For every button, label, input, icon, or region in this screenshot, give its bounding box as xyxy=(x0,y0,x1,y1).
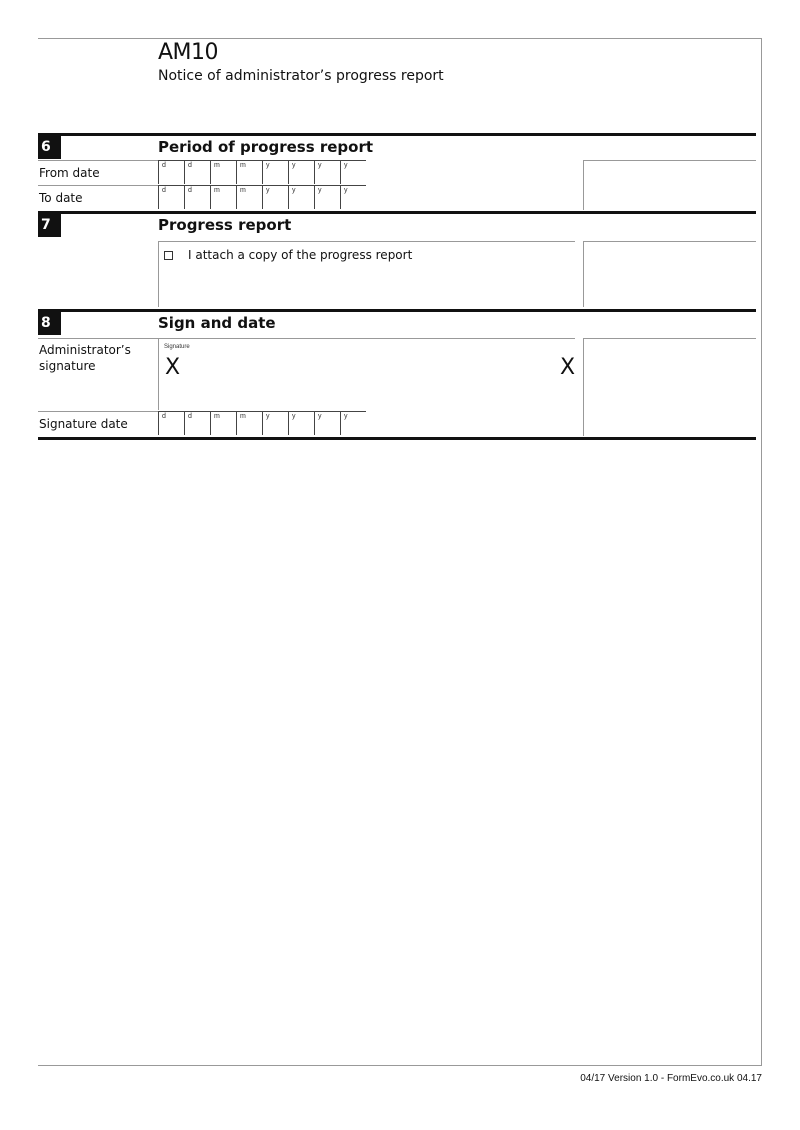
section-title: Sign and date xyxy=(158,314,276,332)
date-digit-field[interactable]: m xyxy=(210,160,236,184)
date-digit-field[interactable]: y xyxy=(340,411,366,435)
guidance-box xyxy=(583,241,756,307)
date-digit-field[interactable]: m xyxy=(210,185,236,209)
section-title: Period of progress report xyxy=(158,138,374,156)
date-digit-field[interactable]: y xyxy=(314,185,340,209)
date-digit-field[interactable]: y xyxy=(314,411,340,435)
date-digit-field[interactable]: d xyxy=(184,160,210,184)
date-digit-field[interactable]: d xyxy=(158,185,184,209)
page-right-border xyxy=(761,38,762,1066)
attach-progress-report-checkbox[interactable] xyxy=(164,251,173,260)
date-digit-field[interactable]: y xyxy=(262,185,288,209)
signature-start-mark: X xyxy=(165,355,181,380)
date-digit-field[interactable]: y xyxy=(288,411,314,435)
date-digit-field[interactable]: d xyxy=(158,411,184,435)
page-top-border xyxy=(38,38,762,39)
section-number: 7 xyxy=(38,214,61,237)
section-title: Progress report xyxy=(158,216,292,234)
section-divider xyxy=(38,211,756,214)
date-digit-field[interactable]: y xyxy=(314,160,340,184)
section-end-divider xyxy=(38,437,756,440)
date-digit-field[interactable]: y xyxy=(340,160,366,184)
date-digit-field[interactable]: d xyxy=(158,160,184,184)
date-digit-field[interactable]: y xyxy=(262,411,288,435)
row-rule xyxy=(38,411,158,412)
date-digit-field[interactable]: m xyxy=(210,411,236,435)
guidance-box xyxy=(583,338,756,436)
date-digit-field[interactable]: y xyxy=(262,160,288,184)
to-date-label: To date xyxy=(39,191,83,205)
date-digit-field[interactable]: m xyxy=(236,411,262,435)
footer-version: 04/17 Version 1.0 - FormEvo.co.uk 04.17 xyxy=(580,1073,762,1084)
guidance-box xyxy=(583,160,756,210)
date-digit-field[interactable]: d xyxy=(184,411,210,435)
row-rule xyxy=(38,185,158,186)
section-divider xyxy=(38,133,756,136)
row-rule xyxy=(38,338,158,339)
form-code: AM10 xyxy=(158,40,219,65)
date-digit-field[interactable]: m xyxy=(236,185,262,209)
signature-end-mark: X xyxy=(560,355,576,380)
attach-progress-report-label: I attach a copy of the progress report xyxy=(188,248,413,262)
row-rule xyxy=(38,160,158,161)
section-number: 8 xyxy=(38,312,61,335)
from-date-label: From date xyxy=(39,166,100,180)
section-number: 6 xyxy=(38,136,61,159)
page-bottom-border xyxy=(38,1065,762,1066)
date-digit-field[interactable]: y xyxy=(340,185,366,209)
signature-date-label: Signature date xyxy=(39,417,128,431)
signature-field[interactable] xyxy=(158,338,575,410)
signature-caption: Signature xyxy=(164,344,190,350)
administrator-signature-label: Administrator’s xyxy=(39,343,131,357)
date-digit-field[interactable]: y xyxy=(288,160,314,184)
date-digit-field[interactable]: d xyxy=(184,185,210,209)
form-title: Notice of administrator’s progress report xyxy=(158,68,444,84)
section-divider xyxy=(38,309,756,312)
date-digit-field[interactable]: m xyxy=(236,160,262,184)
date-digit-field[interactable]: y xyxy=(288,185,314,209)
administrator-signature-label-line2: signature xyxy=(39,359,96,373)
